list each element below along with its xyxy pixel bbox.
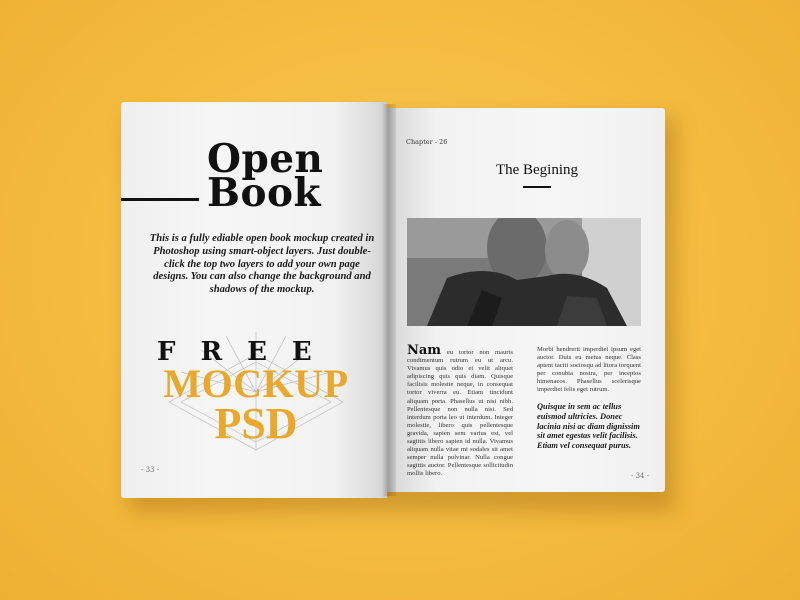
page-number-right: - 34 - [631, 472, 650, 480]
pull-quote: Quisque in sem ac tellus euismod ultricies. Donec lacinia nisi ac diam dignissim sit amet egestas velit facilisis. Etiam vel consequat purus. [537, 402, 640, 451]
couple-photo [407, 218, 641, 326]
badge-mockup-text: MOCKUP [163, 361, 349, 406]
left-page [121, 102, 387, 498]
title-line-1: Open [207, 136, 324, 182]
title-line-2: Book [207, 170, 322, 216]
right-page [387, 108, 665, 492]
book-spine-shadow [382, 104, 396, 496]
title-rule [121, 198, 199, 201]
column-1-text: eu tortor non mauris condimentum rutrum eu ut arcu. Vivamus quis odio et velit aliquet adipiscing quis quis diam. Quisque facilisis molestie neque, in consequat tortor viverra eu. Etiam tincidunt aliquam porta. Phasellus ut nisi nibh. Pellentesque non nulla nisi. Sed interdum porta leo ut interdum. Integer molestie, libero quis pellentesque gravida, sapien sem varius est, vel sagittis libero sapien id nulla. Vivamus aliquam nulla vitae mi sodales sit amet semper nulla pulvinar. Nulla congue sagittis auctor. Pellentesque sollicitudin mollis libero. [407, 349, 513, 478]
book-title [207, 136, 377, 216]
page-number-left: - 33 - [141, 466, 160, 474]
body-column-2: Morbi hendrerit imperdiet ipsum eget auctor. Duis eu metus neque. Class aptent taciti sociosqu ad litora torquent per conubia nostra, per inceptos himenaeos. Phasellus scelerisque imperdiet felis eget rutrum. [537, 346, 641, 394]
badge-free-text: FREE [157, 337, 337, 367]
intro-paragraph: This is a fully ediable open book mockup created in Photoshop using smart-object layers. Just double-click the top two layers to add your own page designs. You can also change the background and shadows of the mockup. [149, 233, 375, 296]
body-column-1 [407, 343, 513, 479]
dropcap-word: Nam [407, 343, 442, 358]
chapter-label: Chapter - 26 [406, 138, 448, 146]
heading-rule [523, 186, 551, 188]
badge-psd-text: PSD [214, 399, 298, 448]
chapter-heading: The Begining [495, 162, 579, 178]
